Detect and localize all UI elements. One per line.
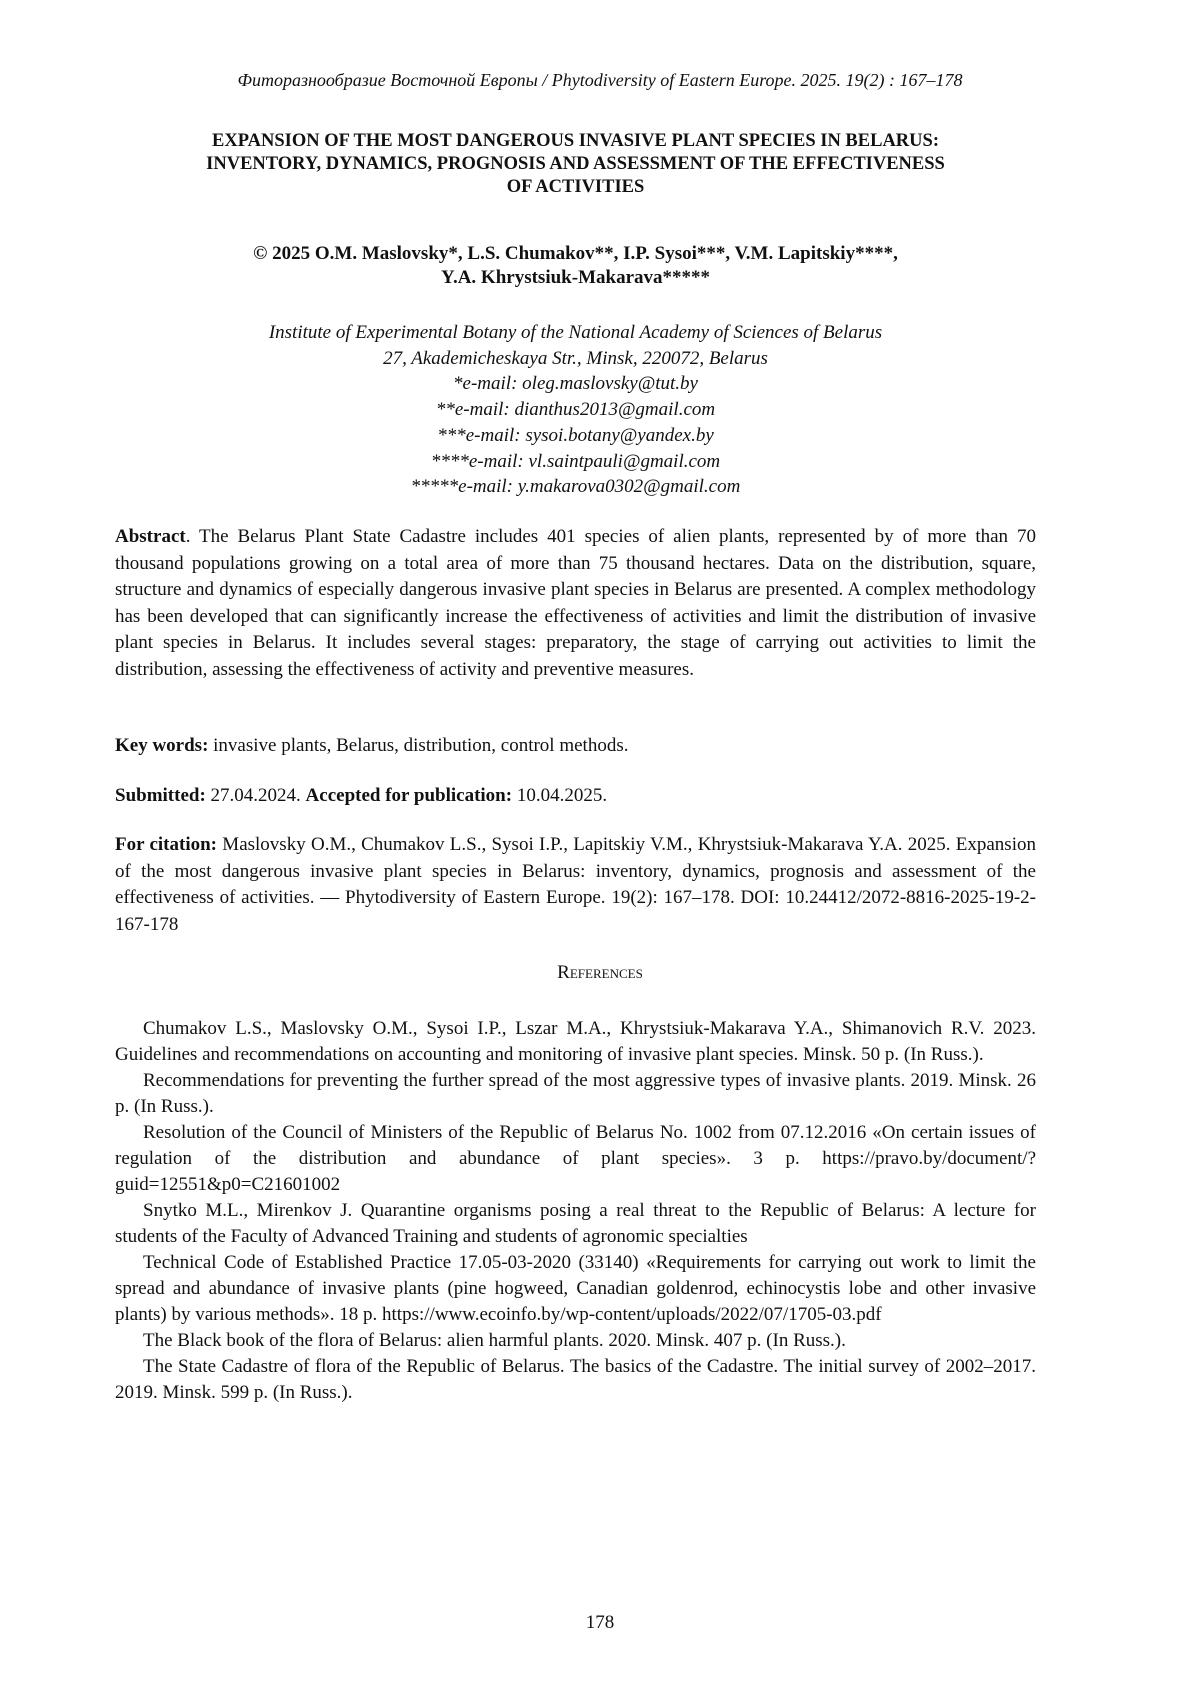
reference-item: The State Cadastre of flora of the Republic of Belarus. The basics of the Cadastre. The initial survey of 2002–2017. 2019. Minsk. 599 p. (In Russ.). [115, 1354, 1036, 1406]
article-title [115, 130, 1036, 199]
keywords-label: Key words: [115, 735, 208, 756]
running-header: Фиторазнообразие Восточной Европы / Phytodiversity of Eastern Europe. 2025. 19(2) : 167–178 [0, 70, 1200, 91]
submitted-label: Submitted: [115, 785, 206, 806]
email-3: ***e-mail: sysoi.botany@yandex.by [115, 423, 1036, 449]
affiliation [115, 320, 1036, 500]
title-line: INVENTORY, DYNAMICS, PROGNOSIS AND ASSESSMENT OF THE EFFECTIVENESS [115, 153, 1036, 176]
email-2: **e-mail: dianthus2013@gmail.com [115, 397, 1036, 423]
citation-text: Maslovsky O.M., Chumakov L.S., Sysoi I.P., Lapitskiy V.M., Khrystsiuk-Makarava Y.A. 2025. Expansion of the most dangerous invasive plant species in Belarus: inventory, dynamics, prognosis and assessment of the effectiveness of activities. — Phytodiversity of Eastern Europe. 19(2): 167–178. DOI: 10.24412/2072-8816-2025-19-2-167-178 [115, 834, 1036, 935]
authors [115, 242, 1036, 290]
title-line: EXPANSION OF THE MOST DANGEROUS INVASIVE PLANT SPECIES IN BELARUS: [115, 130, 1036, 153]
submission-dates [115, 783, 1036, 810]
reference-item: Snytko M.L., Mirenkov J. Quarantine organisms posing a real threat to the Republic of Belarus: A lecture for students of the Faculty of Advanced Training and students of agronomic specialties [115, 1198, 1036, 1250]
email-4: ****e-mail: vl.saintpauli@gmail.com [115, 449, 1036, 475]
accepted-date: 10.04.2025. [512, 785, 607, 806]
page-number: 178 [0, 1612, 1200, 1634]
abstract [115, 524, 1036, 683]
references-heading: References [0, 962, 1200, 984]
title-line: OF ACTIVITIES [115, 176, 1036, 199]
references-list [115, 1016, 1036, 1406]
abstract-text: . The Belarus Plant State Cadastre includes 401 species of alien plants, represented by of more than 70 thousand populations growing on a total area of more than 75 thousand hectares. Data on the distribution, square, structure and dynamics of especially dangerous invasive plant species in Belarus are presented. A complex methodology has been developed that can significantly increase the effectiveness of activities and limit the distribution of invasive plant species in Belarus. It includes several stages: preparatory, the stage of carrying out activities to limit the distribution, assessing the effectiveness of activity and preventive measures. [115, 526, 1036, 680]
address: 27, Akademicheskaya Str., Minsk, 220072, Belarus [115, 346, 1036, 372]
reference-item: Chumakov L.S., Maslovsky O.M., Sysoi I.P., Lszar M.A., Khrystsiuk-Makarava Y.A., Shimanovich R.V. 2023. Guidelines and recommendations on accounting and monitoring of invasive plant species. Minsk. 50 p. (In Russ.). [115, 1016, 1036, 1068]
abstract-label: Abstract [115, 526, 186, 547]
reference-item: Resolution of the Council of Ministers of the Republic of Belarus No. 1002 from 07.12.2016 «On certain issues of regulation of the distribution and abundance of plant species». 3 p. https://pravo.by/document/?guid=12551&p0=C21601002 [115, 1120, 1036, 1198]
email-1: *e-mail: oleg.maslovsky@tut.by [115, 371, 1036, 397]
citation [115, 832, 1036, 938]
reference-item: Technical Code of Established Practice 17.05-03-2020 (33140) «Requirements for carrying out work to limit the spread and abundance of invasive plants (pine hogweed, Canadian goldenrod, echinocystis lobe and other invasive plants) by various methods». 18 p. https://www.ecoinfo.by/wp-content/uploads/2022/07/1705-03.pdf [115, 1250, 1036, 1328]
submitted-date: 27.04.2024. [206, 785, 306, 806]
reference-item: Recommendations for preventing the further spread of the most aggressive types of invasive plants. 2019. Minsk. 26 p. (In Russ.). [115, 1068, 1036, 1120]
institution: Institute of Experimental Botany of the National Academy of Sciences of Belarus [115, 320, 1036, 346]
email-5: *****e-mail: y.makarova0302@gmail.com [115, 474, 1036, 500]
keywords-text: invasive plants, Belarus, distribution, control methods. [208, 735, 628, 756]
reference-item: The Black book of the flora of Belarus: alien harmful plants. 2020. Minsk. 407 p. (In Russ.). [115, 1328, 1036, 1354]
keywords [115, 733, 1036, 760]
authors-line: Y.A. Khrystsiuk-Makarava***** [115, 266, 1036, 290]
citation-label: For citation: [115, 834, 217, 855]
accepted-label: Accepted for publication: [306, 785, 513, 806]
authors-line: © 2025 O.M. Maslovsky*, L.S. Chumakov**, I.P. Sysoi***, V.M. Lapitskiy****, [115, 242, 1036, 266]
